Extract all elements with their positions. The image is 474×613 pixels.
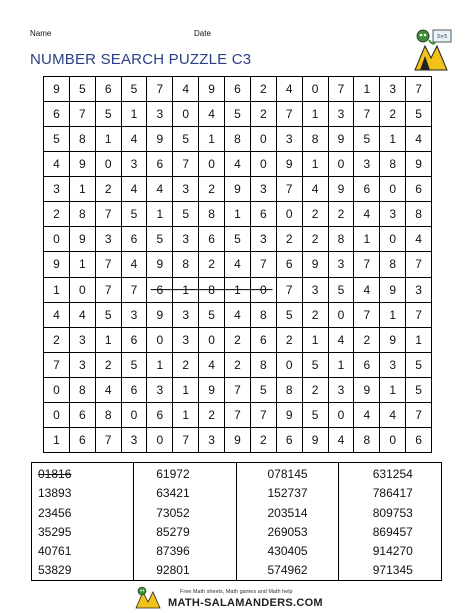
grid-cell: 0: [277, 353, 303, 378]
grid-cell: 0: [380, 428, 406, 453]
grid-cell: 7: [354, 102, 380, 127]
word-list-item: 61972: [156, 467, 190, 481]
grid-cell: 5: [354, 127, 380, 152]
grid-cell: 3: [251, 227, 277, 252]
grid-cell: 5: [406, 102, 432, 127]
grid-cell: 5: [406, 378, 432, 403]
salamander-logo-icon: [409, 26, 455, 72]
grid-cell: 6: [277, 252, 303, 277]
grid-cell: 5: [44, 127, 70, 152]
grid-cell: 3: [147, 102, 173, 127]
grid-cell: 6: [122, 378, 148, 403]
grid-cell: 0: [147, 328, 173, 353]
grid-cell: 9: [147, 127, 173, 152]
grid-cell: 5: [147, 227, 173, 252]
grid-cell: 9: [329, 127, 355, 152]
grid-cell: 9: [147, 303, 173, 328]
grid-cell: 8: [199, 278, 225, 303]
grid-cell: 9: [147, 252, 173, 277]
word-list-item: 786417: [372, 486, 413, 501]
grid-cell: 4: [173, 77, 199, 102]
word-list-item: 203514: [267, 505, 308, 520]
grid-cell: 6: [147, 403, 173, 428]
grid-cell: 0: [122, 403, 148, 428]
grid-cell: 7: [277, 278, 303, 303]
word-list-item: 23456: [38, 505, 72, 520]
footer-tagline: Free Math sheets, Math games and Math help: [180, 589, 293, 595]
word-list-item: 85279: [156, 524, 190, 539]
grid-cell: 2: [251, 77, 277, 102]
grid-cell: 3: [44, 177, 70, 202]
grid-cell: 5: [173, 202, 199, 227]
grid-cell: 6: [354, 177, 380, 202]
grid-cell: 6: [251, 202, 277, 227]
grid-cell: 9: [406, 152, 432, 177]
grid-cell: 0: [380, 177, 406, 202]
grid-cell: 1: [70, 177, 96, 202]
grid-cell: 5: [122, 202, 148, 227]
grid-cell: 6: [44, 102, 70, 127]
grid-cell: 3: [406, 278, 432, 303]
grid-cell: 5: [277, 303, 303, 328]
grid-cell: 3: [199, 428, 225, 453]
grid-cell: 8: [406, 202, 432, 227]
grid-cell: 5: [122, 77, 148, 102]
grid-cell: 0: [251, 278, 277, 303]
grid-cell: 7: [44, 353, 70, 378]
grid-cell: 1: [225, 278, 251, 303]
grid-cell: 8: [70, 127, 96, 152]
grid-cell: 6: [147, 278, 173, 303]
word-list-item: 631254: [372, 467, 413, 481]
grid-cell: 5: [70, 77, 96, 102]
grid-cell: 1: [147, 202, 173, 227]
grid-cell: 3: [354, 152, 380, 177]
grid-cell: 3: [380, 202, 406, 227]
grid-cell: 9: [70, 227, 96, 252]
word-list-item: 869457: [372, 524, 413, 539]
grid-cell: 7: [122, 278, 148, 303]
grid-cell: 2: [303, 202, 329, 227]
grid-cell: 8: [277, 378, 303, 403]
grid-cell: 0: [329, 303, 355, 328]
grid-cell: 1: [96, 328, 122, 353]
grid-cell: 0: [277, 202, 303, 227]
grid-cell: 2: [173, 353, 199, 378]
grid-cell: 4: [354, 403, 380, 428]
grid-cell: 3: [277, 127, 303, 152]
grid-cell: 7: [96, 252, 122, 277]
grid-cell: 7: [251, 252, 277, 277]
grid-cell: 9: [44, 252, 70, 277]
grid-cell: 9: [277, 152, 303, 177]
word-list-item: 914270: [372, 544, 413, 559]
grid-cell: 2: [329, 202, 355, 227]
grid-cell: 8: [173, 252, 199, 277]
grid-cell: 8: [329, 227, 355, 252]
grid-cell: 7: [406, 303, 432, 328]
grid-cell: 7: [354, 303, 380, 328]
grid-cell: 0: [96, 152, 122, 177]
grid-cell: 3: [303, 278, 329, 303]
grid-cell: 1: [173, 403, 199, 428]
word-list-item: 809753: [372, 505, 413, 520]
grid-cell: 7: [277, 177, 303, 202]
word-list-column: [237, 463, 339, 581]
grid-cell: 6: [277, 428, 303, 453]
grid-cell: 7: [354, 252, 380, 277]
grid-cell: 1: [173, 278, 199, 303]
word-list-item: 13893: [38, 486, 72, 501]
grid-cell: 2: [199, 403, 225, 428]
grid-cell: 0: [44, 227, 70, 252]
grid-cell: 8: [303, 127, 329, 152]
word-list-item: 63421: [156, 486, 190, 501]
grid-cell: 1: [354, 227, 380, 252]
grid-cell: 1: [225, 202, 251, 227]
grid-cell: 5: [96, 303, 122, 328]
grid-cell: 3: [329, 102, 355, 127]
grid-cell: 2: [96, 177, 122, 202]
grid-cell: 9: [303, 428, 329, 453]
grid-cell: 0: [199, 152, 225, 177]
grid-cell: 3: [251, 177, 277, 202]
footer-brand: MATH-SALAMANDERS.COM: [168, 597, 323, 609]
grid-cell: 1: [173, 378, 199, 403]
grid-cell: 7: [329, 77, 355, 102]
grid-cell: 6: [70, 428, 96, 453]
grid-cell: 7: [225, 403, 251, 428]
grid-cell: 4: [277, 77, 303, 102]
grid-cell: 2: [199, 252, 225, 277]
grid-cell: 7: [406, 77, 432, 102]
grid-cell: 7: [70, 102, 96, 127]
grid-cell: 5: [199, 303, 225, 328]
grid-cell: 3: [173, 303, 199, 328]
grid-cell: 0: [329, 403, 355, 428]
grid-cell: 4: [122, 127, 148, 152]
grid-cell: 1: [44, 428, 70, 453]
grid-cell: 0: [173, 102, 199, 127]
word-list-column: [134, 463, 236, 581]
grid-cell: 2: [44, 328, 70, 353]
grid-cell: 7: [277, 102, 303, 127]
page-title: NUMBER SEARCH PUZZLE C3: [30, 51, 252, 68]
word-list-item: 430405: [267, 544, 308, 559]
grid-cell: 4: [122, 252, 148, 277]
grid-cell: 2: [354, 328, 380, 353]
grid-cell: 3: [96, 227, 122, 252]
word-list-item: 574962: [267, 563, 308, 578]
grid-cell: 3: [329, 378, 355, 403]
grid-cell: 0: [380, 227, 406, 252]
word-list-item: 01816: [38, 467, 72, 481]
grid-cell: 6: [406, 428, 432, 453]
grid-cell: 7: [96, 278, 122, 303]
grid-cell: 8: [251, 303, 277, 328]
word-list-item: 40761: [38, 544, 72, 559]
grid-cell: 3: [70, 328, 96, 353]
grid-cell: 0: [44, 403, 70, 428]
word-list-item: 971345: [372, 563, 413, 578]
grid-cell: 4: [70, 303, 96, 328]
grid-cell: 7: [96, 202, 122, 227]
grid-cell: 5: [225, 227, 251, 252]
grid-cell: 2: [277, 328, 303, 353]
grid-cell: 5: [96, 102, 122, 127]
grid-cell: 8: [70, 378, 96, 403]
grid-cell: 1: [147, 353, 173, 378]
word-list-item: 078145: [267, 467, 308, 481]
grid-cell: 4: [147, 177, 173, 202]
word-list-item: 73052: [156, 505, 190, 520]
grid-cell: 4: [329, 428, 355, 453]
grid-cell: 2: [303, 378, 329, 403]
grid-cell: 3: [122, 428, 148, 453]
grid-cell: 2: [225, 328, 251, 353]
grid-cell: 1: [70, 252, 96, 277]
grid-cell: 1: [380, 303, 406, 328]
grid-cell: 1: [199, 127, 225, 152]
grid-cell: 1: [380, 378, 406, 403]
grid-cell: 8: [380, 252, 406, 277]
grid-cell: 2: [380, 102, 406, 127]
grid-cell: 6: [354, 353, 380, 378]
grid-cell: 3: [329, 252, 355, 277]
grid-cell: 1: [303, 152, 329, 177]
grid-cell: 1: [406, 328, 432, 353]
grid-cell: 6: [122, 328, 148, 353]
grid-cell: 0: [329, 152, 355, 177]
number-search-grid: [43, 76, 432, 453]
grid-cell: 1: [122, 102, 148, 127]
grid-cell: 6: [96, 77, 122, 102]
grid-cell: 7: [406, 252, 432, 277]
grid-cell: 1: [44, 278, 70, 303]
grid-cell: 9: [70, 152, 96, 177]
grid-cell: 8: [96, 403, 122, 428]
grid-cell: 5: [303, 353, 329, 378]
grid-cell: 4: [225, 303, 251, 328]
grid-cell: 7: [406, 403, 432, 428]
grid-cell: 8: [354, 428, 380, 453]
grid-cell: 5: [329, 278, 355, 303]
grid-cell: 9: [380, 328, 406, 353]
grid-cell: 8: [251, 353, 277, 378]
grid-cell: 3: [173, 227, 199, 252]
grid-cell: 0: [303, 77, 329, 102]
grid-cell: 3: [173, 177, 199, 202]
grid-cell: 2: [96, 353, 122, 378]
grid-cell: 4: [354, 278, 380, 303]
grid-cell: 1: [303, 328, 329, 353]
grid-cell: 4: [406, 127, 432, 152]
grid-cell: 2: [251, 428, 277, 453]
grid-cell: 1: [329, 353, 355, 378]
grid-cell: 6: [406, 177, 432, 202]
grid-cell: 9: [225, 428, 251, 453]
salamander-mascot-icon: [134, 586, 164, 610]
grid-cell: 0: [44, 378, 70, 403]
grid-cell: 5: [173, 127, 199, 152]
grid-cell: 6: [147, 152, 173, 177]
grid-cell: 3: [122, 303, 148, 328]
grid-cell: 3: [380, 77, 406, 102]
word-list-item: 152737: [267, 486, 308, 501]
grid-cell: 8: [380, 152, 406, 177]
grid-cell: 7: [147, 77, 173, 102]
grid-cell: 9: [225, 177, 251, 202]
date-label: Date: [194, 29, 211, 38]
grid-cell: 6: [199, 227, 225, 252]
grid-cell: 4: [122, 177, 148, 202]
grid-cell: 1: [380, 127, 406, 152]
grid-cell: 2: [303, 227, 329, 252]
svg-text:3×5: 3×5: [436, 34, 448, 40]
grid-cell: 1: [303, 102, 329, 127]
grid-cell: 7: [173, 152, 199, 177]
grid-cell: 0: [251, 152, 277, 177]
grid-cell: 4: [96, 378, 122, 403]
grid-cell: 4: [406, 227, 432, 252]
word-list-item: 35295: [38, 524, 72, 539]
grid-cell: 4: [44, 152, 70, 177]
grid-cell: 6: [251, 328, 277, 353]
grid-cell: 9: [380, 278, 406, 303]
grid-cell: 4: [225, 152, 251, 177]
word-list-column: [32, 463, 134, 581]
grid-cell: 1: [354, 77, 380, 102]
grid-cell: 4: [354, 202, 380, 227]
grid-cell: 9: [199, 77, 225, 102]
grid-cell: 6: [122, 227, 148, 252]
grid-cell: 6: [225, 77, 251, 102]
grid-cell: 3: [380, 353, 406, 378]
word-list: [31, 462, 442, 581]
grid-cell: 3: [122, 152, 148, 177]
grid-cell: 9: [354, 378, 380, 403]
grid-cell: 9: [44, 77, 70, 102]
grid-cell: 4: [44, 303, 70, 328]
grid-cell: 3: [173, 328, 199, 353]
grid-cell: 5: [406, 353, 432, 378]
grid-cell: 5: [225, 102, 251, 127]
grid-cell: 9: [329, 177, 355, 202]
grid-cell: 8: [225, 127, 251, 152]
grid-cell: 3: [70, 353, 96, 378]
grid-cell: 0: [70, 278, 96, 303]
name-label: Name: [30, 29, 52, 38]
word-list-item: 269053: [267, 524, 308, 539]
grid-cell: 2: [44, 202, 70, 227]
grid-cell: 4: [329, 328, 355, 353]
grid-cell: 7: [251, 403, 277, 428]
grid-cell: 2: [199, 177, 225, 202]
word-list-column: [339, 463, 441, 581]
grid-cell: 5: [251, 378, 277, 403]
grid-cell: 7: [96, 428, 122, 453]
word-list-item: 87396: [156, 544, 190, 559]
grid-cell: 4: [225, 252, 251, 277]
grid-cell: 4: [380, 403, 406, 428]
grid-cell: 8: [199, 202, 225, 227]
grid-cell: 4: [199, 102, 225, 127]
grid-cell: 0: [199, 328, 225, 353]
grid-cell: 2: [303, 303, 329, 328]
grid-cell: 2: [251, 102, 277, 127]
grid-cell: 5: [303, 403, 329, 428]
grid-cell: 2: [225, 353, 251, 378]
grid-cell: 4: [199, 353, 225, 378]
grid-cell: 2: [277, 227, 303, 252]
grid-cell: 7: [173, 428, 199, 453]
grid-cell: 9: [303, 252, 329, 277]
grid-cell: 3: [147, 378, 173, 403]
grid-cell: 4: [303, 177, 329, 202]
grid-cell: 6: [70, 403, 96, 428]
grid-cell: 7: [225, 378, 251, 403]
grid-cell: 5: [122, 353, 148, 378]
grid-cell: 0: [251, 127, 277, 152]
grid-cell: 1: [96, 127, 122, 152]
grid-cell: 9: [199, 378, 225, 403]
grid-cell: 9: [277, 403, 303, 428]
grid-cells: [43, 76, 432, 453]
grid-cell: 8: [70, 202, 96, 227]
grid-cell: 0: [147, 428, 173, 453]
word-list-item: 53829: [38, 563, 72, 578]
word-list-item: 92801: [156, 563, 190, 578]
